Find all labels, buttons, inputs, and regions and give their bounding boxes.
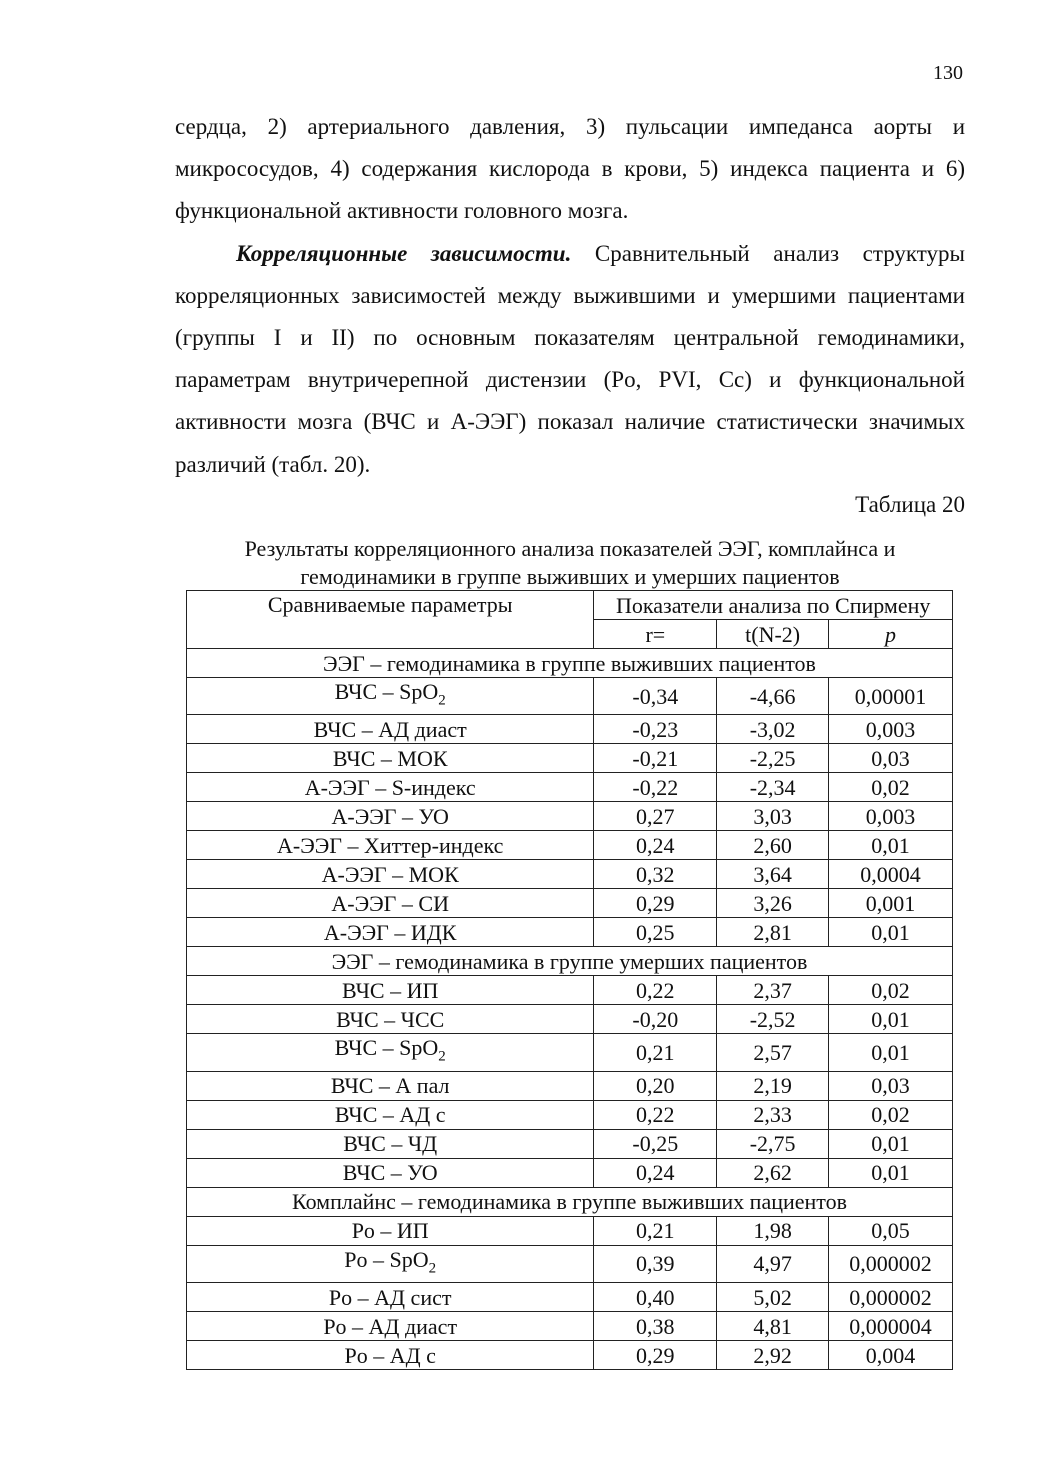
table-row <box>187 860 953 889</box>
param-name: Po – SpO <box>344 1246 429 1272</box>
p-value-cell: 0,01 <box>829 1158 953 1187</box>
section-row <box>187 1187 953 1216</box>
param-cell <box>187 1005 594 1034</box>
header-params: Сравниваемые параметры <box>187 591 594 649</box>
param-cell <box>187 831 594 860</box>
param-cell <box>187 678 594 715</box>
t-value-cell: 4,81 <box>717 1312 829 1341</box>
section-row <box>187 649 953 678</box>
param-name: Po – АД диаст <box>323 1313 458 1339</box>
param-name: ВЧС – МОК <box>332 745 448 771</box>
table-row <box>187 1100 953 1129</box>
table-row <box>187 1245 953 1282</box>
paragraph-2-text: Сравнительный анализ структуры корреляционных зависимостей между выжившими и умершими пациентами (группы I и II) по основным показателям центральной гемодинамики, параметрам внутричерепной дистензии (Po, PVI, Cc) и функциональной активности мозга (ВЧС и А-ЭЭГ) показал наличие статистически значимых различий (табл. 20). <box>175 240 965 477</box>
p-value-cell: 0,0004 <box>829 860 953 889</box>
r-value-cell: 0,40 <box>594 1283 717 1312</box>
table-row <box>187 1312 953 1341</box>
r-value-cell: 0,22 <box>594 1100 717 1129</box>
param-cell <box>187 860 594 889</box>
p-value-cell: 0,02 <box>829 976 953 1005</box>
param-subscript: 2 <box>428 1260 437 1277</box>
param-name: ВЧС – SpO <box>334 679 439 704</box>
r-value-cell: 0,38 <box>594 1312 717 1341</box>
table-row <box>187 802 953 831</box>
table-row <box>187 773 953 802</box>
table-row <box>187 1283 953 1312</box>
p-value-cell: 0,00001 <box>829 678 953 715</box>
t-value-cell: 2,19 <box>717 1071 829 1100</box>
t-value-cell: 3,26 <box>717 889 829 918</box>
param-name: Po – АД сист <box>328 1284 452 1310</box>
t-value-cell: 4,97 <box>717 1245 829 1282</box>
r-value-cell: 0,24 <box>594 831 717 860</box>
table-row <box>187 1341 953 1370</box>
p-value-cell: 0,004 <box>829 1341 953 1370</box>
r-value-cell: 0,39 <box>594 1245 717 1282</box>
r-value-cell: 0,32 <box>594 860 717 889</box>
param-name: А-ЭЭГ – S-индекс <box>304 774 476 800</box>
param-name: ВЧС – SpO <box>334 1035 439 1061</box>
p-value-cell: 0,000002 <box>829 1283 953 1312</box>
t-value-cell: 2,60 <box>717 831 829 860</box>
t-value-cell: -2,25 <box>717 744 829 773</box>
param-cell <box>187 715 594 744</box>
t-value-cell: 2,37 <box>717 976 829 1005</box>
param-name: ВЧС – УО <box>342 1160 438 1186</box>
t-value-cell: -2,52 <box>717 1005 829 1034</box>
param-subscript: 2 <box>438 1048 446 1065</box>
table-row <box>187 1158 953 1187</box>
param-cell <box>187 1283 594 1312</box>
table-caption-line-1: Результаты корреляционного анализа показателей ЭЭГ, комплайнса и <box>244 536 896 561</box>
table-row <box>187 1005 953 1034</box>
paragraph-2 <box>175 233 965 486</box>
param-name: ВЧС – ЧСС <box>336 1006 445 1032</box>
table-row <box>187 976 953 1005</box>
r-value-cell: 0,29 <box>594 889 717 918</box>
p-value-cell: 0,001 <box>829 889 953 918</box>
r-value-cell: -0,22 <box>594 773 717 802</box>
p-value-cell: 0,01 <box>829 1005 953 1034</box>
table-row <box>187 889 953 918</box>
section-row <box>187 947 953 976</box>
t-value-cell: 2,81 <box>717 918 829 947</box>
param-cell <box>187 976 594 1005</box>
param-name: А-ЭЭГ – СИ <box>331 890 449 916</box>
param-name: А-ЭЭГ – ИДК <box>323 919 457 945</box>
p-value-cell: 0,000002 <box>829 1245 953 1282</box>
p-value-cell: 0,03 <box>829 1071 953 1100</box>
r-value-cell: 0,20 <box>594 1071 717 1100</box>
table-caption-line-2: гемодинамики в группе выживших и умерших пациентов <box>300 564 840 589</box>
p-value-cell: 0,02 <box>829 773 953 802</box>
param-cell <box>187 1216 594 1245</box>
section-title: ЭЭГ – гемодинамика в группе выживших пациентов <box>187 649 953 678</box>
table-row <box>187 1129 953 1158</box>
table-row <box>187 678 953 715</box>
table-caption <box>175 535 965 591</box>
r-value-cell: 0,22 <box>594 976 717 1005</box>
section-title: ЭЭГ – гемодинамика в группе умерших пациентов <box>187 947 953 976</box>
param-cell <box>187 744 594 773</box>
header-p: p <box>829 620 953 649</box>
t-value-cell: -2,34 <box>717 773 829 802</box>
param-name: ВЧС – ИП <box>342 977 439 1003</box>
t-value-cell: 2,62 <box>717 1158 829 1187</box>
param-cell <box>187 1034 594 1071</box>
table-row <box>187 1071 953 1100</box>
p-value-cell: 0,000004 <box>829 1312 953 1341</box>
table-row <box>187 715 953 744</box>
r-value-cell: 0,24 <box>594 1158 717 1187</box>
p-value-cell: 0,01 <box>829 1129 953 1158</box>
table-row <box>187 1034 953 1071</box>
param-cell <box>187 1100 594 1129</box>
header-r: r= <box>594 620 717 649</box>
p-value-cell: 0,003 <box>829 715 953 744</box>
t-value-cell: 2,33 <box>717 1100 829 1129</box>
param-cell <box>187 1312 594 1341</box>
t-value-cell: 2,92 <box>717 1341 829 1370</box>
header-spearman: Показатели анализа по Спирмену <box>594 591 953 620</box>
r-value-cell: -0,34 <box>594 678 717 715</box>
r-value-cell: -0,23 <box>594 715 717 744</box>
table-header-row-1 <box>187 591 953 620</box>
t-value-cell: 2,57 <box>717 1034 829 1071</box>
t-value-cell: 3,03 <box>717 802 829 831</box>
r-value-cell: -0,20 <box>594 1005 717 1034</box>
page-number: 130 <box>933 62 963 84</box>
param-name: ВЧС – А пал <box>330 1073 450 1099</box>
param-name: Po – ИП <box>351 1218 429 1244</box>
r-value-cell: 0,29 <box>594 1341 717 1370</box>
t-value-cell: -3,02 <box>717 715 829 744</box>
param-cell <box>187 802 594 831</box>
p-value-cell: 0,02 <box>829 1100 953 1129</box>
param-cell <box>187 1071 594 1100</box>
p-value-cell: 0,03 <box>829 744 953 773</box>
table-row <box>187 918 953 947</box>
r-value-cell: -0,25 <box>594 1129 717 1158</box>
r-value-cell: -0,21 <box>594 744 717 773</box>
t-value-cell: 1,98 <box>717 1216 829 1245</box>
t-value-cell: 3,64 <box>717 860 829 889</box>
r-value-cell: 0,21 <box>594 1216 717 1245</box>
param-cell <box>187 773 594 802</box>
table-row <box>187 744 953 773</box>
param-cell <box>187 1129 594 1158</box>
table-body <box>187 649 953 1370</box>
body-text <box>175 106 965 486</box>
r-value-cell: 0,27 <box>594 802 717 831</box>
param-cell <box>187 1341 594 1370</box>
p-value-cell: 0,003 <box>829 802 953 831</box>
section-title: Комплайнс – гемодинамика в группе выживших пациентов <box>187 1187 953 1216</box>
p-value-cell: 0,01 <box>829 1034 953 1071</box>
header-t: t(N-2) <box>717 620 829 649</box>
p-value-cell: 0,05 <box>829 1216 953 1245</box>
param-name: ВЧС – АД с <box>334 1102 446 1128</box>
param-name: А-ЭЭГ – УО <box>331 803 449 829</box>
param-name: А-ЭЭГ – МОК <box>321 861 459 887</box>
table-row <box>187 1216 953 1245</box>
param-name: Po – АД с <box>344 1342 436 1368</box>
paragraph-2-lead: Корреляционные зависимости. <box>236 240 572 266</box>
param-cell <box>187 918 594 947</box>
r-value-cell: 0,21 <box>594 1034 717 1071</box>
table-label: Таблица 20 <box>855 492 965 517</box>
param-cell <box>187 889 594 918</box>
p-value-cell: 0,01 <box>829 831 953 860</box>
param-cell <box>187 1158 594 1187</box>
t-value-cell: -4,66 <box>717 678 829 715</box>
param-cell <box>187 1245 594 1282</box>
t-value-cell: -2,75 <box>717 1129 829 1158</box>
param-subscript: 2 <box>438 692 446 709</box>
param-name: А-ЭЭГ – Хиттер-индекс <box>277 832 504 858</box>
param-name: ВЧС – АД диаст <box>313 716 467 742</box>
correlation-table <box>186 590 953 1370</box>
t-value-cell: 5,02 <box>717 1283 829 1312</box>
table-row <box>187 831 953 860</box>
param-name: ВЧС – ЧД <box>343 1131 438 1157</box>
p-value-cell: 0,01 <box>829 918 953 947</box>
r-value-cell: 0,25 <box>594 918 717 947</box>
paragraph-1: сердца, 2) артериального давления, 3) пульсации импеданса аорты и микрососудов, 4) содержания кислорода в крови, 5) индекса пациента и 6) функциональной активности головного мозга. <box>175 114 965 224</box>
